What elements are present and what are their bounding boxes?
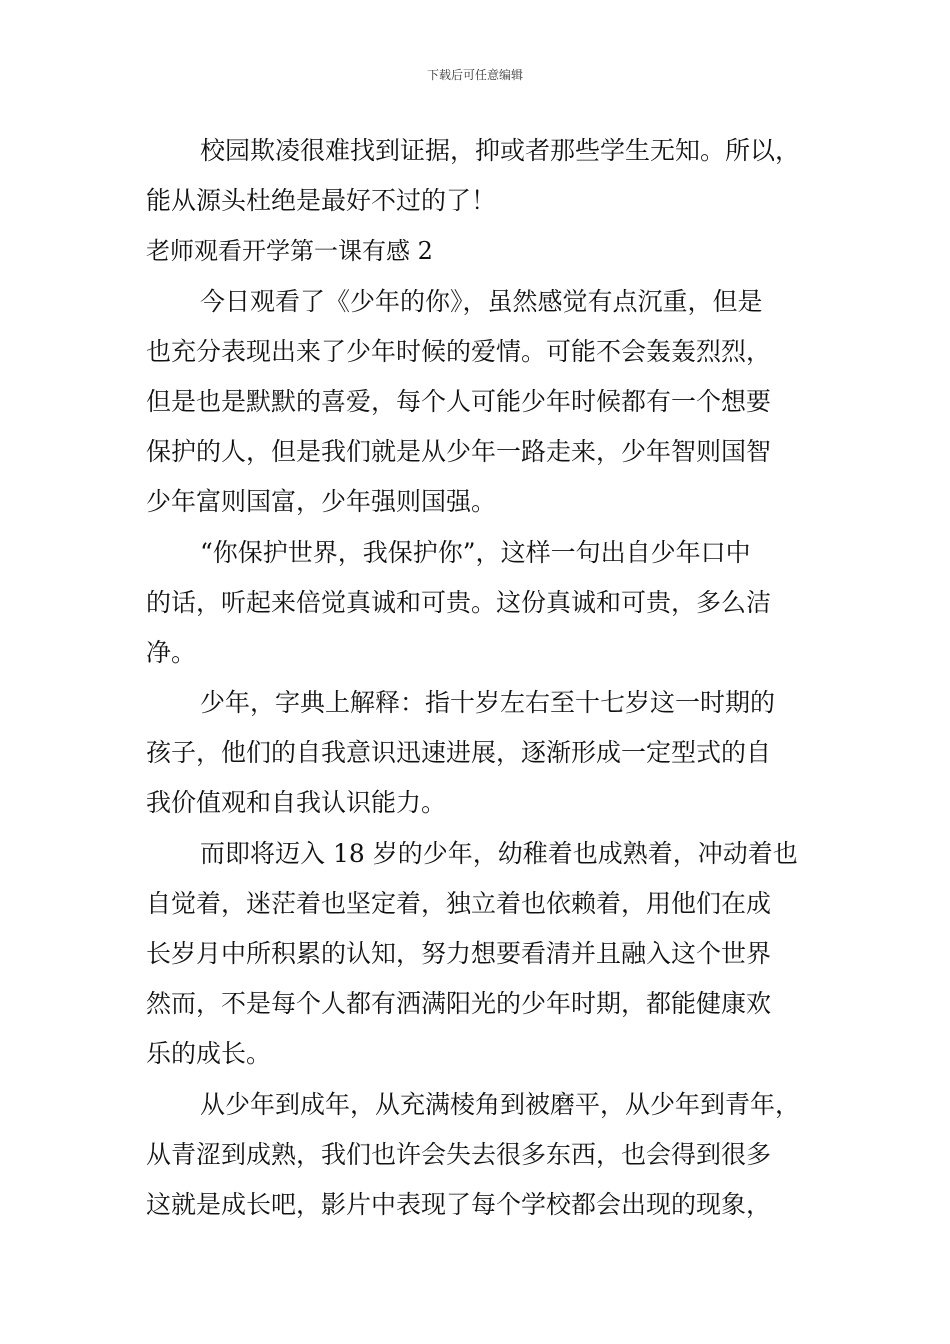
text-line: 少年，字典上解释：指十岁左右至十七岁这一时期的 bbox=[200, 688, 776, 718]
paragraph bbox=[146, 277, 826, 528]
paragraph bbox=[146, 1080, 826, 1231]
text-line: 然而，不是每个人都有洒满阳光的少年时期，都能健康欢 bbox=[146, 989, 772, 1019]
text-line: 乐的成长。 bbox=[146, 1039, 272, 1069]
text-line: 但是也是默默的喜爱，每个人可能少年时候都有一个想要 bbox=[146, 386, 772, 416]
paragraph bbox=[146, 678, 826, 829]
text-line: 净。 bbox=[146, 637, 197, 667]
text-line: 也充分表现出来了少年时候的爱情。可能不会轰轰烈烈， bbox=[146, 336, 772, 366]
text-line: 保护的人，但是我们就是从少年一路走来，少年智则国智 bbox=[146, 437, 772, 467]
page-header-note: 下载后可任意编辑 bbox=[426, 68, 523, 82]
paragraph bbox=[146, 126, 826, 226]
text-line: 长岁月中所积累的认知，努力想要看清并且融入这个世界 bbox=[146, 939, 772, 968]
text-line: 今日观看了《少年的你》，虽然感觉有点沉重，但是 bbox=[200, 286, 763, 316]
text-line: 这就是成长吧，影片中表现了每个学校都会出现的现象， bbox=[146, 1189, 772, 1219]
text-line: 从青涩到成熟，我们也许会失去很多东西，也会得到很多 bbox=[146, 1139, 772, 1169]
document-body bbox=[146, 126, 826, 1230]
text-line: 而即将迈入 18 岁的少年，幼稚着也成熟着，冲动着也 bbox=[200, 838, 798, 868]
text-line: 孩子，他们的自我意识迅速进展，逐渐形成一定型式的自 bbox=[146, 738, 772, 768]
text-line: 校园欺凌很难找到证据，抑或者那些学生无知。所以， bbox=[200, 136, 801, 165]
text-line: 少年富则国富，少年强则国强。 bbox=[146, 487, 497, 517]
text-line: “你保护世界，我保护你”，这样一句出自少年口中 bbox=[200, 537, 751, 567]
heading-text: 老师观看开学第一课有感 2 bbox=[146, 237, 433, 266]
text-line: 自觉着，迷茫着也坚定着，独立着也依赖着，用他们在成 bbox=[146, 888, 772, 918]
text-line: 从少年到成年，从充满棱角到被磨平，从少年到青年， bbox=[200, 1089, 801, 1119]
section-heading bbox=[146, 226, 826, 276]
text-line: 能从源头杜绝是最好不过的了！ bbox=[146, 186, 497, 216]
paragraph bbox=[146, 528, 826, 679]
text-line: 的话，听起来倍觉真诚和可贵。这份真诚和可贵，多么洁 bbox=[146, 587, 772, 617]
paragraph bbox=[146, 829, 826, 1080]
text-line: 我价值观和自我认识能力。 bbox=[146, 788, 447, 818]
